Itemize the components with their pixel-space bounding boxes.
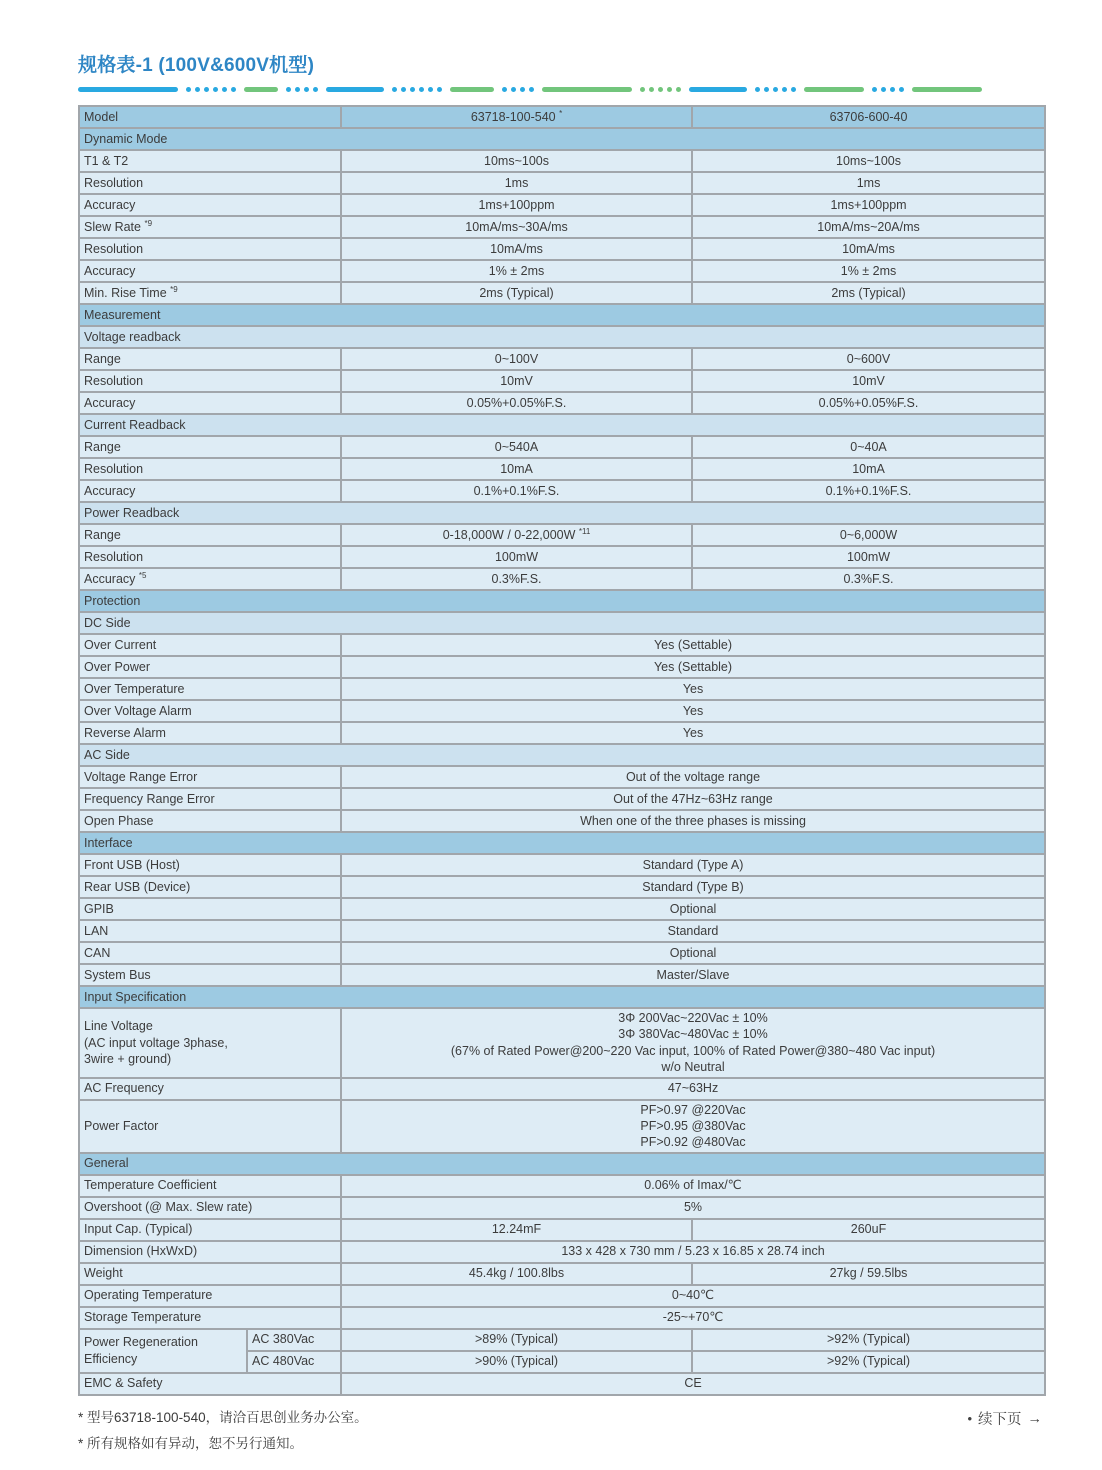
cell-value: Optional [341,942,1045,964]
row-label: Range [79,524,341,546]
row-label: Input Cap. (Typical) [79,1219,341,1241]
section-label: Protection [79,590,1045,612]
cell-value: 0.1%+0.1%F.S. [341,480,692,502]
spec-table [78,105,1046,1396]
divider-dot [313,87,318,92]
row-label: Resolution [79,238,341,260]
footnotes [78,1405,1046,1457]
divider-dot [204,87,209,92]
cell-value: 45.4kg / 100.8lbs [341,1263,692,1285]
cell-value: Out of the 47Hz~63Hz range [341,788,1045,810]
arrow-right-icon: → [1027,1410,1042,1427]
cell-value: Out of the voltage range [341,766,1045,788]
divider-dot [304,87,309,92]
row-label: LAN [79,920,341,942]
cell-value: Standard (Type A) [341,854,1045,876]
divider-bar [78,87,178,92]
section-label: Voltage readback [79,326,1045,348]
table-row [79,942,1045,964]
divider-dot [773,87,778,92]
divider-dots [392,87,442,92]
cell-value: >92% (Typical) [692,1329,1045,1351]
row-label: Accuracy [79,392,341,414]
row-label: Frequency Range Error [79,788,341,810]
divider-dot [755,87,760,92]
row-label: Resolution [79,370,341,392]
cell-line: PF>0.95 @380Vac [640,1118,746,1133]
row-label: Over Voltage Alarm [79,700,341,722]
cell-line: 3Φ 200Vac~220Vac ± 10% [618,1011,768,1025]
table-row [79,1197,1045,1219]
table-row [79,238,1045,260]
model-value: 63706-600-40 [692,106,1045,128]
section-row [79,986,1045,1008]
table-row [79,524,1045,546]
page-title: 规格表-1 (100V&600V机型) [78,55,315,76]
row-label: EMC & Safety [79,1373,341,1395]
cell-value: 0-18,000W / 0-22,000W $^{*11}$ [341,524,692,546]
table-row [79,634,1045,656]
cell-value: When one of the three phases is missing [341,810,1045,832]
continue-label: 续下页 [978,1412,1022,1428]
cell-value: -25~+70℃ [341,1307,1045,1329]
cell-value: 10ms~100s [341,150,692,172]
cell-value: 0.06% of Imax/℃ [341,1175,1045,1197]
cell-value: 10mA [341,458,692,480]
row-label: Resolution [79,172,341,194]
cell-value: 0.05%+0.05%F.S. [692,392,1045,414]
cell-value: 0.3%F.S. [341,568,692,590]
cell-value: 100mW [341,546,692,568]
divider-dot [186,87,191,92]
table-row [79,854,1045,876]
section-label: General [79,1153,1045,1175]
table-row [79,282,1045,304]
cell-value: 0.05%+0.05%F.S. [341,392,692,414]
decorative-divider [78,86,1046,92]
table-row [79,1285,1045,1307]
cell-value: 1ms [341,172,692,194]
section-label: DC Side [79,612,1045,634]
row-sublabel: AC 380Vac [247,1329,341,1351]
table-row [79,810,1045,832]
section-row [79,1153,1045,1175]
cell-line: 3wire + ground) [84,1051,172,1066]
cell-value: 10mV [692,370,1045,392]
divider-dot [437,87,442,92]
row-label: T1 & T2 [79,150,341,172]
divider-dots [502,87,534,92]
table-row [79,700,1045,722]
table-row [79,656,1045,678]
cell-value: 0.1%+0.1%F.S. [692,480,1045,502]
cell-value: 260uF [692,1219,1045,1241]
divider-dot [667,87,672,92]
cell-value: 100mW [692,546,1045,568]
row-label: Range [79,348,341,370]
bullet-icon: • [967,1411,972,1426]
row-label: Reverse Alarm [79,722,341,744]
section-label: Dynamic Mode [79,128,1045,150]
row-label: Dimension (HxWxD) [79,1241,341,1263]
row-label: AC Frequency [79,1078,341,1100]
divider-dot [899,87,904,92]
row-label: Model [79,106,341,128]
cell-value: >90% (Typical) [341,1351,692,1373]
table-row [79,1373,1045,1395]
cell-value: 0~100V [341,348,692,370]
table-row [79,920,1045,942]
footnote-marker: *11 [578,526,591,536]
section-row [79,590,1045,612]
cell-line: w/o Neutral [661,1060,725,1075]
row-label: Rear USB (Device) [79,876,341,898]
cell-value: Optional [341,898,1045,920]
table-row [79,1329,1045,1351]
cell-value: 1% ± 2ms [692,260,1045,282]
cell-value: CE [341,1373,1045,1395]
cell-value: 27kg / 59.5lbs [692,1263,1045,1285]
table-row [79,964,1045,986]
row-label: Range [79,436,341,458]
table-row [79,216,1045,238]
cell-value: 10mA/ms [692,238,1045,260]
cell-value [341,1100,1045,1153]
row-label: Resolution [79,458,341,480]
divider-dot [286,87,291,92]
divider-dot [392,87,397,92]
cell-value: 0~40℃ [341,1285,1045,1307]
divider-bar [804,87,864,92]
table-row [79,150,1045,172]
footnote-marker: *9 [144,218,153,228]
section-row [79,128,1045,150]
divider-dots [872,87,904,92]
cell-value: Yes [341,700,1045,722]
row-label: Accuracy [79,260,341,282]
section-label: Input Specification [79,986,1045,1008]
row-label [79,1329,247,1373]
page-content [78,50,1046,1457]
cell-value: Master/Slave [341,964,1045,986]
cell-value: Yes (Settable) [341,634,1045,656]
subsection-row [79,414,1045,436]
footnote-marker: * [559,108,563,118]
table-row [79,1100,1045,1153]
section-label: AC Side [79,744,1045,766]
table-row [79,568,1045,590]
table-row [79,876,1045,898]
cell-value: Standard (Type B) [341,876,1045,898]
divider-dot [401,87,406,92]
row-label: Open Phase [79,810,341,832]
divider-dots [286,87,318,92]
table-row [79,348,1045,370]
table-row [79,1008,1045,1078]
cell-value: 1ms+100ppm [692,194,1045,216]
cell-line: (67% of Rated Power@200~220 Vac input, 100% of Rated Power@380~480 Vac input) [450,1043,936,1058]
cell-value: 1ms [692,172,1045,194]
cell-value: 0.3%F.S. [692,568,1045,590]
cell-value: 10mV [341,370,692,392]
cell-value: 0~40A [692,436,1045,458]
divider-dot [502,87,507,92]
divider-bar [244,87,278,92]
cell-value: Yes [341,678,1045,700]
cell-line: Efficiency [84,1351,138,1366]
section-row [79,304,1045,326]
divider-bar [542,87,632,92]
divider-dot [428,87,433,92]
subsection-row [79,326,1045,348]
model-header-row [79,106,1045,128]
row-label: Accuracy $^{*5}$ [79,568,341,590]
row-label: Min. Rise Time $^{*9}$ [79,282,341,304]
cell-value: 47~63Hz [341,1078,1045,1100]
table-row [79,1241,1045,1263]
divider-dot [649,87,654,92]
cell-line: Power Regeneration [84,1335,198,1350]
model-value: 63718-100-540 * [341,106,692,128]
footnote: * 所有规格如有异动，恕不另行通知。 [78,1435,304,1451]
cell-line: 3Φ 380Vac~480Vac ± 10% [618,1027,768,1042]
row-sublabel: AC 480Vac [247,1351,341,1373]
table-row [79,370,1045,392]
row-label: System Bus [79,964,341,986]
section-label: Interface [79,832,1045,854]
divider-dot [881,87,886,92]
table-row [79,480,1045,502]
table-row [79,1175,1045,1197]
divider-bar [450,87,494,92]
continue-next-page [967,1408,1042,1429]
divider-dot [764,87,769,92]
cell-value: 0~540A [341,436,692,458]
table-row [79,458,1045,480]
divider-dot [529,87,534,92]
row-label: Front USB (Host) [79,854,341,876]
cell-value: 0~6,000W [692,524,1045,546]
divider-dot [640,87,645,92]
divider-dot [410,87,415,92]
subsection-row [79,612,1045,634]
divider-dot [295,87,300,92]
row-label: Accuracy [79,194,341,216]
cell-value: >92% (Typical) [692,1351,1045,1373]
row-label: Over Current [79,634,341,656]
row-label: Accuracy [79,480,341,502]
footnote-marker: *5 [138,570,147,580]
divider-dot [222,87,227,92]
subsection-row [79,502,1045,524]
cell-value: 10mA/ms~20A/ms [692,216,1045,238]
cell-value: 12.24mF [341,1219,692,1241]
divider-dot [419,87,424,92]
divider-dots [186,87,236,92]
divider-dot [782,87,787,92]
table-row [79,172,1045,194]
cell-value: 2ms (Typical) [341,282,692,304]
divider-dots [640,87,681,92]
divider-dot [872,87,877,92]
section-row [79,832,1045,854]
row-label: CAN [79,942,341,964]
table-row [79,546,1045,568]
row-label: Operating Temperature [79,1285,341,1307]
section-label: Current Readback [79,414,1045,436]
table-row [79,722,1045,744]
divider-dot [213,87,218,92]
table-row [79,436,1045,458]
divider-bar [326,87,384,92]
subsection-row [79,744,1045,766]
cell-value: >89% (Typical) [341,1329,692,1351]
row-label: GPIB [79,898,341,920]
table-row [79,898,1045,920]
table-row [79,1078,1045,1100]
table-row [79,1263,1045,1285]
cell-line: PF>0.97 @220Vac [640,1102,746,1117]
footnote: * 型号63718-100-540，请洽百思创业务办公室。 [78,1409,368,1425]
cell-value [341,1008,1045,1078]
row-label [79,1008,341,1078]
row-label: Voltage Range Error [79,766,341,788]
row-label: Weight [79,1263,341,1285]
section-label: Power Readback [79,502,1045,524]
table-row [79,392,1045,414]
row-label: Temperature Coefficient [79,1175,341,1197]
cell-value: Standard [341,920,1045,942]
cell-line: PF>0.92 @480Vac [640,1135,746,1150]
row-label: Slew Rate $^{*9}$ [79,216,341,238]
row-label: Resolution [79,546,341,568]
cell-value: 0~600V [692,348,1045,370]
table-row [79,194,1045,216]
row-label: Overshoot (@ Max. Slew rate) [79,1197,341,1219]
row-label: Storage Temperature [79,1307,341,1329]
cell-value: 10mA/ms [341,238,692,260]
divider-dot [231,87,236,92]
row-label: Over Power [79,656,341,678]
cell-value: 5% [341,1197,1045,1219]
section-label: Measurement [79,304,1045,326]
cell-value: 1% ± 2ms [341,260,692,282]
cell-value: Yes [341,722,1045,744]
cell-value: 2ms (Typical) [692,282,1045,304]
footnote-marker: *9 [170,284,178,294]
cell-value: 10mA/ms~30A/ms [341,216,692,238]
divider-bar [912,87,982,92]
cell-value: 133 x 428 x 730 mm / 5.23 x 16.85 x 28.74 inch [341,1241,1045,1263]
row-label: Over Temperature [79,678,341,700]
divider-dot [890,87,895,92]
divider-dot [791,87,796,92]
divider-dot [520,87,525,92]
divider-dots [755,87,796,92]
table-row [79,260,1045,282]
table-row [79,1219,1045,1241]
table-row [79,678,1045,700]
divider-dot [195,87,200,92]
divider-dot [511,87,516,92]
cell-line: Line Voltage [84,1019,153,1034]
cell-value: 10ms~100s [692,150,1045,172]
table-row [79,788,1045,810]
divider-dot [676,87,681,92]
row-label: Power Factor [79,1100,341,1153]
cell-line: (AC input voltage 3phase, [84,1035,228,1050]
cell-value: 1ms+100ppm [341,194,692,216]
cell-value: Yes (Settable) [341,656,1045,678]
table-row [79,1307,1045,1329]
table-row [79,766,1045,788]
divider-dot [658,87,663,92]
cell-value: 10mA [692,458,1045,480]
divider-bar [689,87,747,92]
